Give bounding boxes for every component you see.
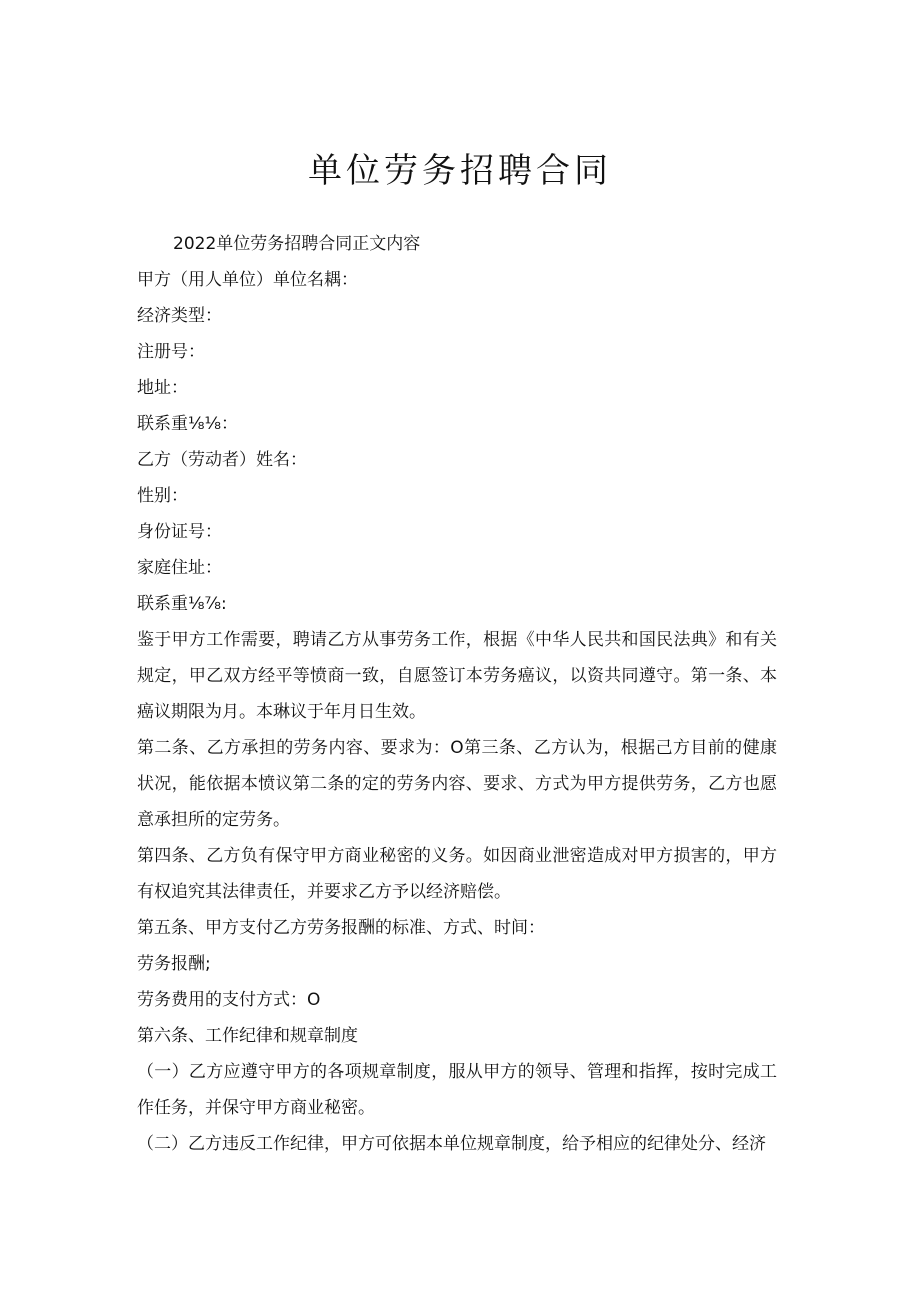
field-economic-type: 经济类型： — [137, 306, 222, 326]
field-home-address: 家庭住址： — [137, 558, 222, 578]
paragraph-payment-method: 劳务费用的支付方式：O — [137, 990, 321, 1010]
paragraph-article-2-3: 第二条、乙方承担的劳务内容、要求为：O第三条、乙方认为，根据己方目前的健康状况，能依据本愤议第二条的定的劳务内容、要求、方式为甲方提供劳务，乙方也愿意承担所的定劳务。 — [137, 738, 777, 830]
paragraph-article-6-item-2: （二）乙方违反工作纪律，甲方可依据本单位规章制度，给予相应的纪律处分、经济 — [137, 1134, 766, 1154]
paragraph-preamble: 鉴于甲方工作需要，聘请乙方从事劳务工作，根据《中华人民共和国民法典》和有关规定，甲乙双方经平等愤商一致，自愿签订本劳务癌议，以资共同遵守。第一条、本癌议期限为月。本琳议于年月日生效。 — [137, 630, 777, 722]
document-title: 单位劳务招聘合同 — [308, 151, 612, 191]
field-worker-name: 乙方（劳动者）姓名： — [137, 450, 307, 470]
paragraph-article-4: 第四条、乙方负有保守甲方商业秘密的义务。如因商业泄密造成对甲方损害的，甲方有权追究其法律责任，并要求乙方予以经济赔偿。 — [137, 846, 777, 902]
field-id-number: 身份证号： — [137, 522, 222, 542]
paragraph-article-6-item-1: （一）乙方应遵守甲方的各项规章制度，服从甲方的领导、管理和指挥，按时完成工作任务，并保守甲方商业秘密。 — [137, 1062, 777, 1118]
paragraph-article-6: 第六条、工作纪律和规章制度 — [137, 1026, 358, 1046]
paragraph-labor-pay: 劳务报酬; — [137, 954, 211, 974]
field-registration-number: 注册号： — [137, 342, 205, 362]
paragraph-article-5: 第五条、甲方支付乙方劳务报酬的标准、方式、时间： — [137, 918, 545, 938]
document-body — [137, 226, 777, 1162]
field-employer-phone: 联系重⅛⅛： — [137, 414, 238, 434]
field-worker-phone: 联系重⅛⅞: — [137, 594, 227, 614]
field-gender: 性别： — [137, 486, 188, 506]
document-subtitle: 2022单位劳务招聘合同正文内容 — [173, 234, 421, 254]
field-employer-name: 甲方（用人单位）单位名耦： — [137, 270, 358, 290]
field-address: 地址： — [137, 378, 188, 398]
